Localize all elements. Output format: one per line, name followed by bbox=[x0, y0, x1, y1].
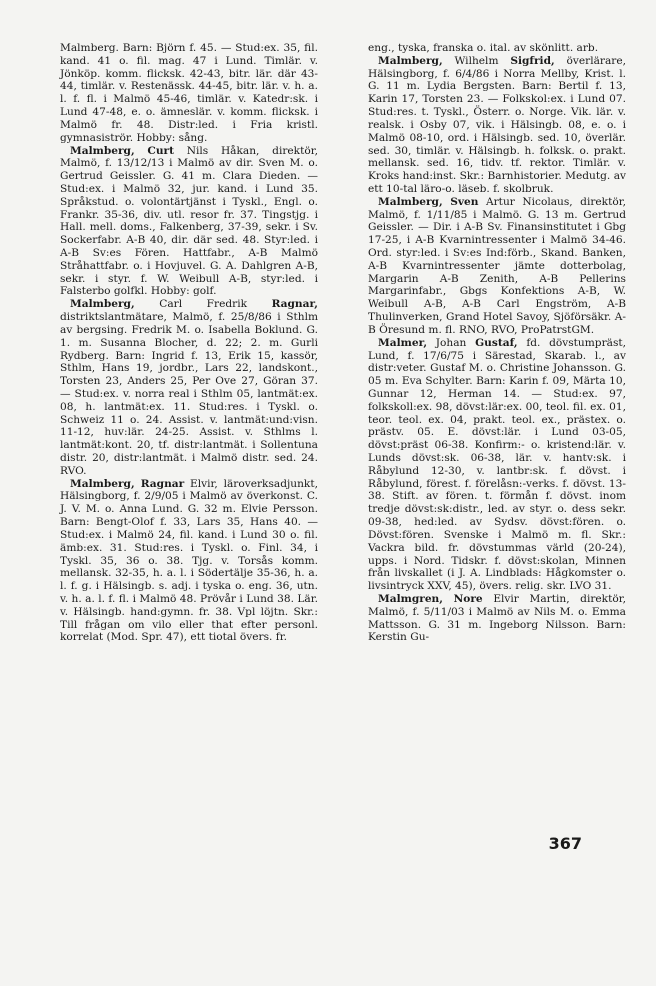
columns bbox=[60, 42, 626, 644]
biography-entry bbox=[60, 478, 318, 645]
entry-surname: Malmer, bbox=[378, 336, 428, 349]
biography-entry bbox=[368, 337, 626, 593]
entry-surname: Malmberg, bbox=[70, 144, 135, 157]
entry-text: eng., tyska, franska o. ital. av skönlitt. arb. bbox=[368, 42, 599, 54]
entry-text: Elvir Martin, direktör, Malmö, f. 5/11/03 i Malmö av Nils M. o. Emma Mattsson. G. 31 m. Ingeborg Nilsson. Barn: Kerstin Gu- bbox=[368, 592, 627, 644]
entry-given-name: Nore bbox=[453, 592, 483, 605]
biography-entry bbox=[368, 55, 626, 196]
entry-surname: Malmgren, bbox=[378, 592, 443, 605]
entry-forenames: Wilhelm bbox=[454, 54, 499, 67]
biography-entry bbox=[60, 42, 318, 145]
entry-given-name: Ragnar, bbox=[271, 298, 318, 311]
left-column bbox=[60, 42, 318, 644]
entry-text: fd. dövstumpräst, Lund, f. 17/6/75 i Särestad, Skarab. l., av distr:veter. Gustaf M. o. Christine Johansson. G. 05 m. Eva Schylter. Barn: Karin f. 09, Märta 10, Gunnar 12, Herman 14. — Stud:ex. 97, folkskoll:ex. 98, dövst:lär:ex. 00, teol. fil. ex. 01, teor. teol. ex. 04, prakt. teol. ex., prästex. o. prästv. 05. E. dövst:lär. i Lund 03-05, dövst:präst 06-38. Konfirm:- o. kristend:lär. v. Lunds dövst:sk. 06-38, lär. v. hantv:sk. i Råbylund 12-30, v. lantbr:sk. f. dövst. i Råbylund, förest. f. förelåsn:-verks. f. dövst. 13-38. Stift. av fören. t. förmån f. dövst. inom tredje dövst:sk:distr., led. av styr. o. dess sekr. 09-38, hed:led. av Sydsv. dövst:fören. o. Dövst:fören. Svenske i Malmö m. fl. Skr.: Vackra bild. fr. dövstummas värld (20-24), upps. i Nord. Tidskr. f. dövst:skolan, Minnen från livskallet (i J. A. Lindblads: Hågkomster o. livsintryck XXV, 45), övers. relig. skr. LVO 31. bbox=[368, 336, 627, 593]
entry-text: överlärare, Hälsingborg, f. 6/4/86 i Norra Mellby, Krist. l. G. 11 m. Lydia Bergsten. Barn: Bertil f. 13, Karin 17, Torsten 23. — Folkskol:ex. i Lund 07. Stud:res. t. Tyskl., Österr. o. Norge. Vik. lär. v. realsk. i Osby 07, vik. i Hälsingb. 08, e. o. i Malmö 08-10, ord. i Hälsingb. sed. 10, överlär. sed. 30, timlär. v. Hälsingb. h. folksk. o. prakt. mellansk. sed. 16, tidv. tf. rektor. Timlär. v. Kroks hand:inst. Skr.: Barnhistorier. Medutg. av ett 10-tal läro-o. läseb. f. skolbruk. bbox=[368, 54, 626, 195]
entry-surname: Malmberg, Ragnar bbox=[70, 477, 185, 490]
biography-entry bbox=[60, 145, 318, 299]
entry-text: Nils Håkan, direktör, Malmö, f. 13/12/13 i Malmö av dir. Sven M. o. Gertrud Geissler. G. 41 m. Clara Dieden. — Stud:ex. i Malmö 32, jur. kand. i Lund 35. Språkstud. o. volontärtjänst i Tyskl., Engl. o. Frankr. 35-36, div. utl. resor fr. 37. Tingstjg. i Hall. mell. doms., Falkenberg, 37-39, sekr. i Sv. Sockerfabr. A-B 40, dir. där sed. 48. Styr:led. i A-B Sv:es Fören. Hattfabr., A-B Malmö Stråhattfabr. o. i Hovjuvel. G. A. Dahlgren A-B, sekr. i styr. f. W. Weibull A-B, styr:led. i Falsterbo golfkl. Hobby: golf. bbox=[60, 144, 318, 298]
entry-text: Elvir, läroverksadjunkt, Hälsingborg, f. 2/9/05 i Malmö av överkonst. C. J. V. M. o. Anna Lund. G. 32 m. Elvie Persson. Barn: Bengt-Olof f. 33, Lars 35, Hans 40. — Stud:ex. i Malmö 24, fil. kand. i Lund 30 o. fil. ämb:ex. 31. Stud:res. i Tyskl. o. Finl. 34, i Tyskl. 35, 36 o. 38. Tjg. v. Torsås komm. mellansk. 32-35, h. a. l. i Södertälje 35-36, h. a. l. f. g. i Hälsingb. s. adj. i tyska o. eng. 36, utn. v. h. a. l. f. fl. i Malmö 48. Prövår i Lund 38. Lär. v. Hälsingb. hand:gymn. fr. 38. Vpl löjtn. Skr.: Till frågan om vilo eller that efter personl. korrelat (Mod. Spr. 47), ett tiotal övers. fr. bbox=[60, 477, 318, 644]
entry-forenames: Johan bbox=[435, 336, 467, 349]
biography-entry bbox=[368, 196, 626, 337]
entry-given-name: Gustaf, bbox=[475, 336, 518, 349]
entry-surname: Malmberg, bbox=[70, 298, 135, 311]
biography-entry bbox=[60, 298, 318, 477]
biography-entry bbox=[368, 593, 626, 644]
entry-text: Artur Nicolaus, direktör, Malmö, f. 1/11/85 i Malmö. G. 13 m. Gertrud Geissler. — Dir. i A-B Sv. Finansinstitutet i Gbg 17-25, i A-B Kvarnintressenter i Malmö 34-46. Ord. styr:led. i Sv:es Ind:förb., Skand. Banken, A-B Kvarnintressenter jämte dotterbolag, Margarin A-B Zenith, A-B Pellerins Margarinfabr., Gbgs Konfektions A-B, W. Weibull A-B, A-B Carl Engström, A-B Thulinverken, Grand Hotel Savoy, Sjöförsäkr. A-B Öresund m. fl. RNO, RVO, ProPatrstGM. bbox=[368, 195, 626, 336]
entry-given-name: Sven bbox=[450, 195, 479, 208]
entry-given-name: Sigfrid, bbox=[510, 54, 555, 67]
entry-surname: Malmberg, bbox=[378, 54, 443, 67]
entry-surname: Malmberg, bbox=[378, 195, 443, 208]
entry-forenames: Carl Fredrik bbox=[159, 298, 248, 311]
right-column bbox=[368, 42, 626, 644]
biography-entry bbox=[368, 42, 626, 55]
entry-given-name: Curt bbox=[147, 144, 174, 157]
entry-text: distriktslantmätare, Malmö, f. 25/8/86 i Sthlm av bergsing. Fredrik M. o. Isabella Boklund. G. 1. m. Susanna Blocher, d. 22; 2. m. Gurli Rydberg. Barn: Ingrid f. 13, Erik 15, kassör, Sthlm, Hans 19, jordbr., Lars 22, landskont., Torsten 23, Anders 25, Per Ove 27, Göran 37. — Stud:ex. v. norra real i Sthlm 05, lantmät:ex. 08, h. lantmät:ex. 11. Stud:res. i Tyskl. o. Schweiz 11 o. 24. Assist. v. lantmät:und:visn. 11-12, huv:lär. 24-25. Assist. v. Sthlms l. lantmät:kont. 20, tf. distr:lantmät. i Sollentuna distr. 20, distr:lantmät. i Malmö distr. sed. 24. RVO. bbox=[60, 311, 318, 477]
page-number: 367 bbox=[548, 834, 582, 853]
entry-text: Malmberg. Barn: Björn f. 45. — Stud:ex. 35, fil. kand. 41 o. fil. mag. 47 i Lund. Timlär. v. Jönköp. komm. flicksk. 42-43, bitr. lär. där 43-44, timlär. v. Restenässk. 44-45, bitr. lär. v. h. a. l. f. fl. i Malmö 45-46, timlär. v. Katedr:sk. i Lund 47-48, e. o. ämneslär. v. komm. flicksk. i Malmö fr. 48. Distr:led. i Fria kristl. gymnasiströr. Hobby: sång. bbox=[60, 42, 318, 144]
